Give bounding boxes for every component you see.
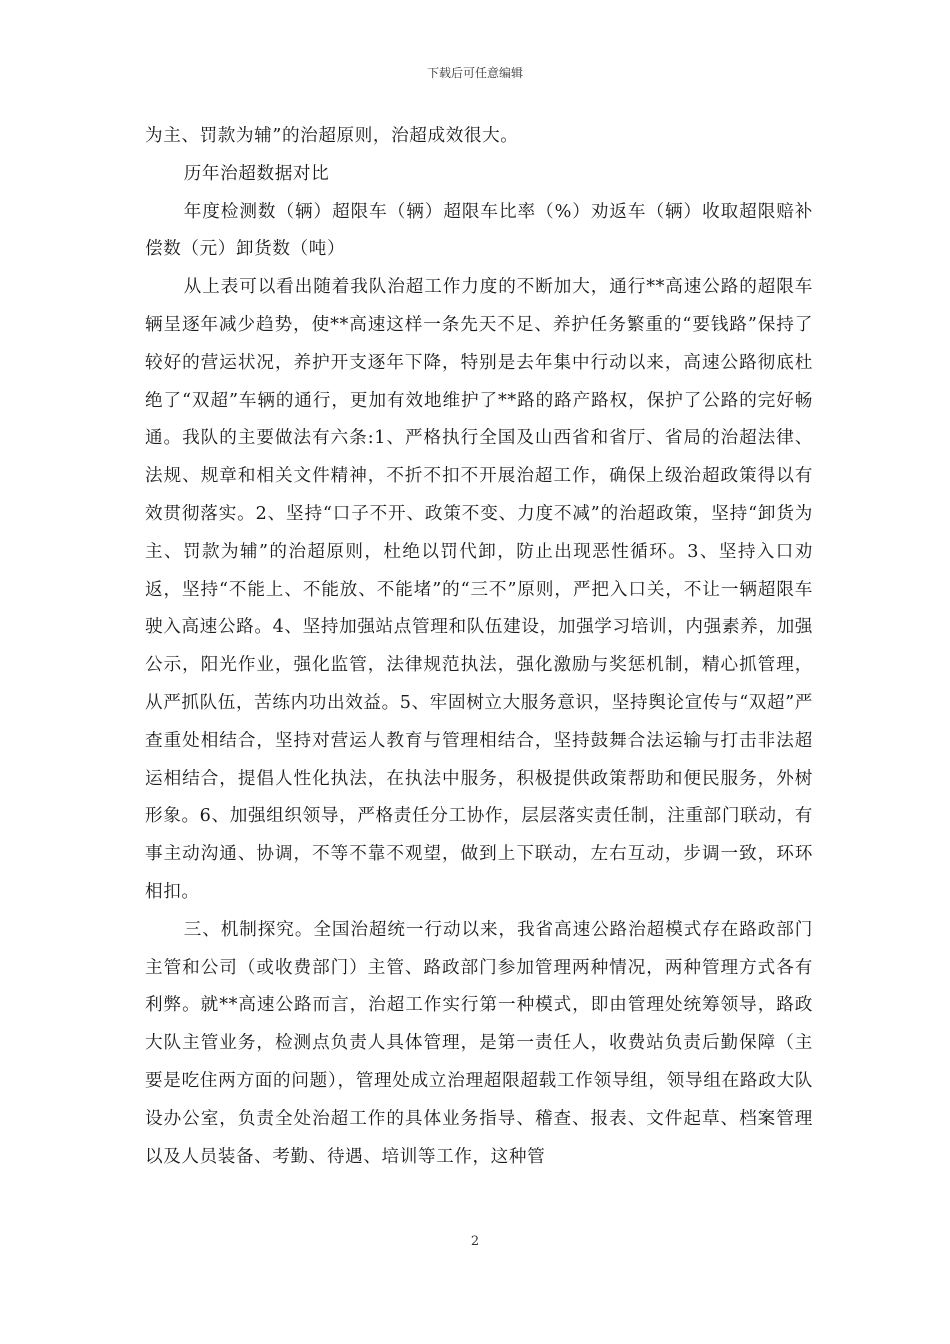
document-body bbox=[145, 118, 813, 1176]
paragraph-continuation: 为主、罚款为辅”的治超原则，治超成效很大。 bbox=[145, 126, 519, 146]
paragraph-table-headers: 年度检测数（辆）超限车（辆）超限车比率（%）劝返车（辆）收取超限赔补偿数（元）卸货数（吨） bbox=[145, 201, 813, 260]
page-header-note: 下载后可任意编辑 bbox=[426, 66, 523, 80]
paragraph-mechanism: 三、机制探究。全国治超统一行动以来，我省高速公路治超模式存在路政部门主管和公司（或收费部门）主管、路政部门参加管理两种情况，两种管理方式各有利弊。就**高速公路而言，治超工作实行第一种模式，即由管理处统筹领导，路政大队主管业务，检测点负责人具体管理，是第一责任人，收费站负责后勤保障（主要是吃住两方面的问题），管理处成立治理超限超载工作领导组，领导组在路政大队设办公室，负责全处治超工作的具体业务指导、稽查、报表、文件起草、档案管理以及人员装备、考勤、待遇、培训等工作，这种管 bbox=[145, 919, 813, 1167]
page-number: 2 bbox=[470, 1234, 480, 1249]
paragraph-analysis: 从上表可以看出随着我队治超工作力度的不断加大，通行**高速公路的超限车辆呈逐年减少趋势，使**高速这样一条先天不足、养护任务繁重的“要钱路”保持了较好的营运状况，养护开支逐年下降，特别是去年集中行动以来，高速公路彻底杜绝了“双超”车辆的通行，更加有效地维护了**路的路产路权，保护了公路的完好畅通。我队的主要做法有六条:1、严格执行全国及山西省和省厅、省局的治超法律、法规、规章和相关文件精神，不折不扣不开展治超工作，确保上级治超政策得以有效贯彻落实。2、坚持“口子不开、政策不变、力度不减”的治超政策，坚持“卸货为主、罚款为辅”的治超原则，杜绝以罚代卸，防止出现恶性循环。3、坚持入口劝返，坚持“不能上、不能放、不能堵”的“三不”原则，严把入口关，不让一辆超限车驶入高速公路。4、坚持加强站点管理和队伍建设，加强学习培训，内强素养，加强公示，阳光作业，强化监管，法律规范执法，强化激励与奖惩机制，精心抓管理，从严抓队伍，苦练内功出效益。5、牢固树立大服务意识，坚持舆论宣传与“双超”严查重处相结合，坚持对营运人教育与管理相结合，坚持鼓舞合法运输与打击非法超运相结合，提倡人性化执法，在执法中服务，积极提供政策帮助和便民服务，外树形象。6、加强组织领导，严格责任分工协作，层层落实责任制，注重部门联动，有事主动沟通、协调，不等不靠不观望，做到上下联动，左右互动，步调一致，环环相扣。 bbox=[145, 277, 813, 902]
paragraph-table-caption: 历年治超数据对比 bbox=[183, 163, 330, 184]
